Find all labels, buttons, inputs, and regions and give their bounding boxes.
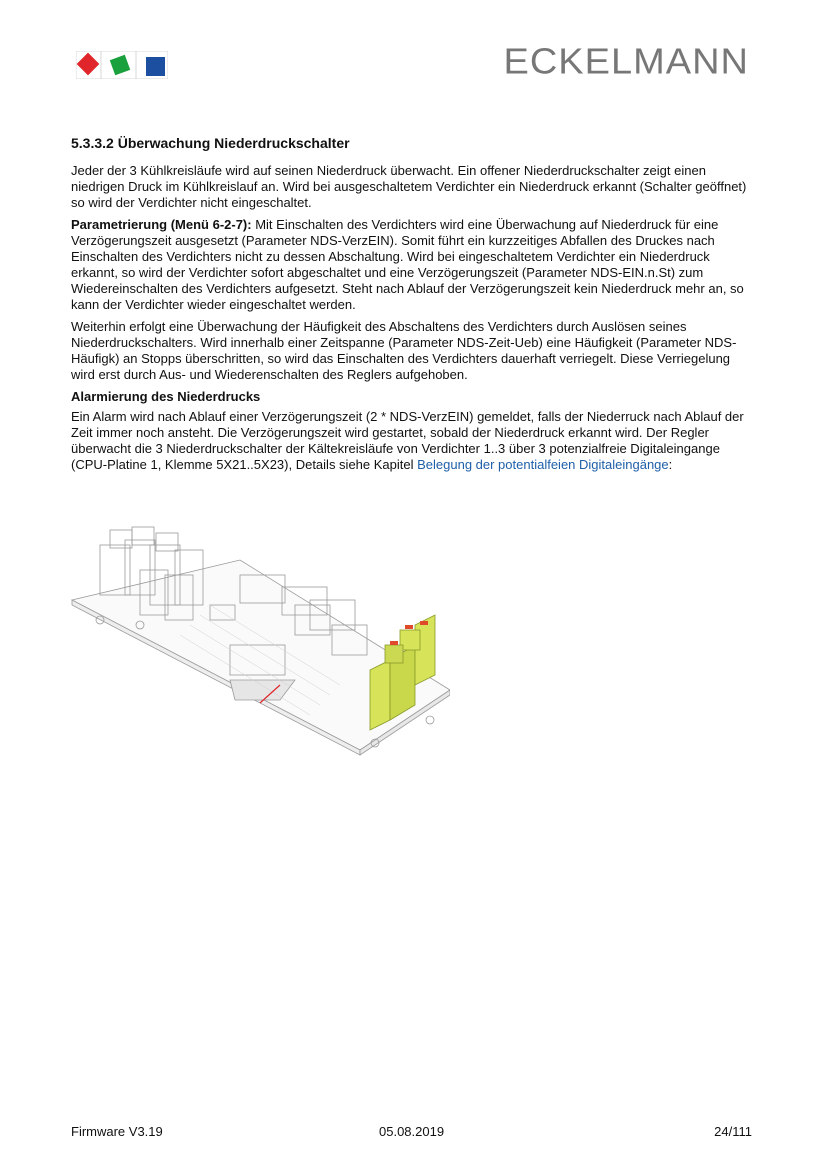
parametrierung-text: Mit Einschalten des Verdichters wird eine Überwachung auf Niederdruck für eine Verzögerungszeit ausgesetzt (Parameter NDS-VerzEIN). Somit führt ein kurzzeitiges Abfallen des Druckes nach Einschalten des Verdichters nicht zu dessen Abschaltung. Wird bei eingeschaltetem Verdichter ein Niederdruck erkannt, so wird der Verdichter sofort abgeschaltet und eine Verzögerungszeit (Parameter NDS-EIN.n.St) zum Wiedereinschalten des Verdichters aufgesetzt. Steht nach Ablauf der Verzögerungszeit kein Niederdruck mehr an, so kann der Verdichter wieder eingeschaltet werden. xyxy=(71,217,744,312)
paragraph-haeufigkeit: Weiterhin erfolgt eine Überwachung der Häufigkeit des Abschaltens des Verdichters durch Auslösen seines Niederdruckschalters. Wird innerhalb einer Zeitspanne (Parameter NDS-Zeit-Ueb) eine Häufigkeit (Parameter NDS-Häufigk) an Stopps überschritten, so wird das Einschalten des Verdichters dauerhaft verriegelt. Diese Verriegelung wird erst durch Aus- und Wiederenschalten des Reglers aufgehoben. xyxy=(71,319,737,382)
logo-blue-square xyxy=(146,57,165,76)
parametrierung-label: Parametrierung (Menü 6-2-7): xyxy=(71,217,252,232)
eckelmann-logo xyxy=(76,51,168,79)
highlighted-terminals xyxy=(370,615,435,730)
alarm-subheading: Alarmierung des Niederdrucks xyxy=(71,389,261,404)
section-body xyxy=(71,163,755,479)
digital-inputs-link[interactable]: Belegung der potentialfeien Digitaleingänge xyxy=(417,457,669,472)
paragraph-overview: Jeder der 3 Kühlkreisläufe wird auf seinen Niederdruck überwacht. Ein offener Niederdruckschalter zeigt einen niedrigen Druck im Kühlkreislauf an. Wird bei ausgeschaltetem Verdichter ein Niederdruck erkannt (Schalter geöffnet) so wird der Verdichter nicht eingeschaltet. xyxy=(71,163,747,210)
brand-name: ECKELMANN xyxy=(503,42,749,82)
alarm-text: Ein Alarm wird nach Ablauf einer Verzögerungszeit (2 * NDS-VerzEIN) gemeldet, falls der Niederruck nach Ablauf der Zeit immer noch ansteht. Die Verzögerungszeit wird gestartet, sobald der Niederdruck erkannt wird. Der Regler überwacht die 3 Niederdruckschalter der Kältekreisläufe von Verdichter 1..3 über 3 potenzialfreie Digitaleingange (CPU-Platine 1, Klemme 5X21..5X23), Details siehe Kapitel xyxy=(71,409,744,472)
paragraph-alarm xyxy=(71,409,755,473)
red-terminal-tab xyxy=(405,625,413,629)
section-heading: 5.3.3.2 Überwachung Niederdruckschalter xyxy=(71,135,350,151)
cpu-board-illustration xyxy=(70,525,450,765)
footer-firmware: Firmware V3.19 xyxy=(71,1124,163,1139)
alarm-text-end: : xyxy=(668,457,673,472)
footer-date: 05.08.2019 xyxy=(379,1124,445,1139)
footer-page-number: 24/111 xyxy=(714,1124,752,1139)
paragraph-parametrierung xyxy=(71,217,755,313)
